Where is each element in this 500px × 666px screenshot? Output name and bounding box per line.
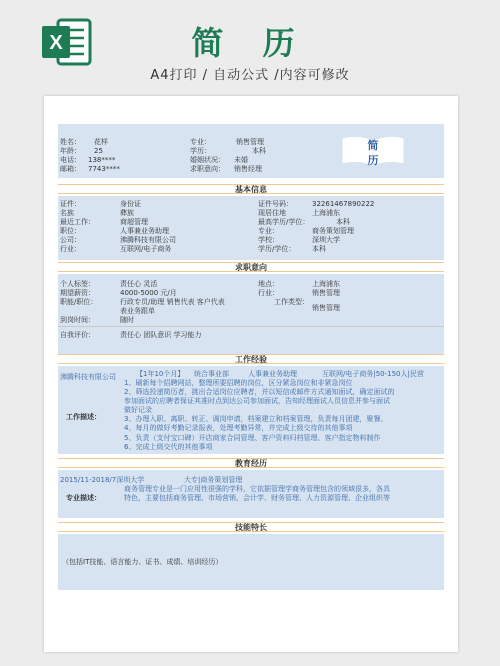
position-value: 人事兼业务助理	[120, 227, 169, 235]
school-label: 学校：	[258, 236, 279, 244]
excel-logo-letter: X	[49, 32, 63, 54]
work-line-4: 做好记录	[124, 406, 152, 414]
name-label: 姓名：	[60, 138, 81, 146]
education-label: 学历：	[190, 147, 211, 155]
self-eval-value: 责任心 团队意识 学习能力	[120, 331, 202, 339]
position-label: 职位：	[60, 227, 81, 235]
work-line-2: 2、筛选投递简历者，挑出合适岗位应聘者，并以短信或邮件方式通知面试，确定面试的	[124, 388, 395, 396]
salary-label: 期望薪资：	[60, 289, 95, 297]
section-header-basic	[58, 184, 444, 194]
company-label: 公司：	[60, 236, 81, 244]
company-value: 沸腾科技有限公司	[120, 236, 176, 244]
work-industry: 互联网/电子商务|50-150人|民营	[322, 370, 424, 378]
section-header-skills	[58, 522, 444, 532]
work-period: 【1年10个月】	[136, 370, 185, 378]
age-value: 25	[94, 147, 103, 155]
arrival-value: 随时	[120, 316, 134, 324]
school-value: 深圳大学	[312, 236, 340, 244]
section-header-intent	[58, 262, 444, 272]
industry-label: 行业：	[60, 245, 81, 253]
major2-value: 商务策划管理	[312, 227, 354, 235]
edu-degree: 大专|商务策划管理	[184, 476, 243, 484]
work-dept: 统合事业部	[194, 370, 229, 378]
major-label: 专业：	[190, 138, 211, 146]
work-line-5: 3、办理入职、离职、转正、调岗申请，档案建立和档案管理，负责每月团建，聚餐、	[124, 415, 388, 423]
degree-value: 本科	[312, 245, 326, 253]
email-label: 邮箱：	[60, 165, 81, 173]
skills-text: （包括IT技能、语言能力、证书、成绩、培训经历）	[62, 558, 223, 566]
recent-work-value: 商超管理	[120, 218, 148, 226]
marital-value: 未婚	[234, 156, 248, 164]
residence-value: 上海浦东	[312, 209, 340, 217]
work-company: 沸腾科技有限公司	[60, 373, 116, 381]
edu-period: 2015/11-2018/7深圳大学	[60, 476, 145, 484]
intent-band	[58, 274, 444, 354]
work-line-8: 6、完成上级交代的其他事项	[124, 443, 213, 451]
id-type-value: 身份证	[120, 200, 141, 208]
roles-value: 行政专员/助理 销售代表 客户代表	[120, 298, 225, 306]
work-line-7: 5、负责（支付宝口碑）开店商家合同管理、客户资料归档管理、客户指定物料制作	[124, 434, 381, 442]
work-role: 人事兼业务助理	[248, 370, 297, 378]
id-number-label: 证件号码：	[258, 200, 293, 208]
name-value: 花样	[94, 138, 108, 146]
arrival-label: 到岗时间：	[60, 316, 95, 324]
industry-value: 互联网/电子商务	[120, 245, 172, 253]
phone-value: 138****	[88, 156, 116, 164]
place-label: 地点：	[258, 280, 279, 288]
place-value: 上海浦东	[312, 280, 340, 288]
roles-label: 职能/职位：	[60, 298, 98, 306]
self-eval-label: 自我评价：	[60, 331, 95, 339]
work-line-6: 4、每月的做好考勤记录报表，处理考勤异常，并完成上级交待的其他事项	[124, 424, 353, 432]
intent-industry-label: 行业：	[258, 289, 279, 297]
basic-info-band	[58, 196, 444, 260]
highest-degree-value: 本科	[336, 218, 350, 226]
section-header-education	[58, 458, 444, 468]
badge-char-1: 简	[367, 139, 379, 152]
roles-value-2: 表业务跟单	[120, 307, 155, 315]
intent-industry-value: 销售管理	[312, 289, 340, 297]
edu-line-2: 特色，主要包括商务管理、市场营销、会计学、财务管理、人力资源管理、企业组织等	[124, 494, 390, 502]
ethnicity-value: 彝族	[120, 209, 134, 217]
work-desc-label: 工作描述：	[66, 413, 101, 421]
section-title-intent: 求职意向	[235, 263, 267, 272]
education-value: 本科	[252, 147, 266, 155]
email-value: 7743****	[88, 165, 120, 173]
age-label: 年龄：	[60, 147, 81, 155]
section-title-basic: 基本信息	[235, 185, 267, 194]
id-number-value: 32261467890222	[312, 200, 375, 208]
tags-value: 责任心 灵活	[120, 280, 158, 288]
highest-degree-label: 最高学历/学位：	[258, 218, 310, 226]
resume-paper	[44, 96, 458, 652]
intent-value: 销售经理	[234, 165, 262, 173]
phone-label: 电话：	[60, 156, 81, 164]
ethnicity-label: 名族	[60, 209, 74, 217]
banner	[0, 0, 500, 92]
id-type-label: 证件：	[60, 200, 81, 208]
degree-label: 学历/学位：	[258, 245, 296, 253]
salary-value: 4000-5000 元/月	[120, 289, 177, 297]
marital-label: 婚姻状况：	[190, 156, 225, 164]
banner-subtitle: A4打印 / 自动公式 /内容可修改	[150, 68, 350, 83]
work-line-3: 参加面试的应聘者保证其准时点到达公司参加面试，告知经理面试人员信息并参与面试	[124, 397, 390, 405]
tags-label: 个人标签：	[60, 280, 95, 288]
work-line-1: 1、刷新每个招聘网站，整理所要招聘的岗位，区分紧急岗位和非紧急岗位	[124, 379, 353, 387]
section-header-work	[58, 354, 444, 364]
residence-label: 现居住地	[258, 209, 286, 217]
badge-char-2: 历	[367, 154, 379, 167]
worktype-label: 工作类型：	[274, 298, 309, 306]
recent-work-label: 最近工作：	[60, 218, 95, 226]
banner-title: 简 历	[191, 24, 309, 62]
section-title-education: 教育经历	[235, 459, 267, 468]
section-title-work: 工作经验	[235, 355, 267, 364]
major2-label: 专业：	[258, 227, 279, 235]
section-title-skills: 技能特长	[235, 523, 267, 532]
intent-divider	[58, 326, 444, 327]
book-badge-text	[340, 138, 406, 168]
edu-desc-label: 专业描述：	[66, 494, 101, 502]
worktype-value: 销售管理	[312, 304, 340, 312]
edu-line-1: 商务管理专业是一门应用性很强的学科，它依据管理学商务管理包含的领域很多，各具	[124, 485, 390, 493]
major-value: 销售管理	[236, 138, 264, 146]
intent-label: 求职意向：	[190, 165, 225, 173]
